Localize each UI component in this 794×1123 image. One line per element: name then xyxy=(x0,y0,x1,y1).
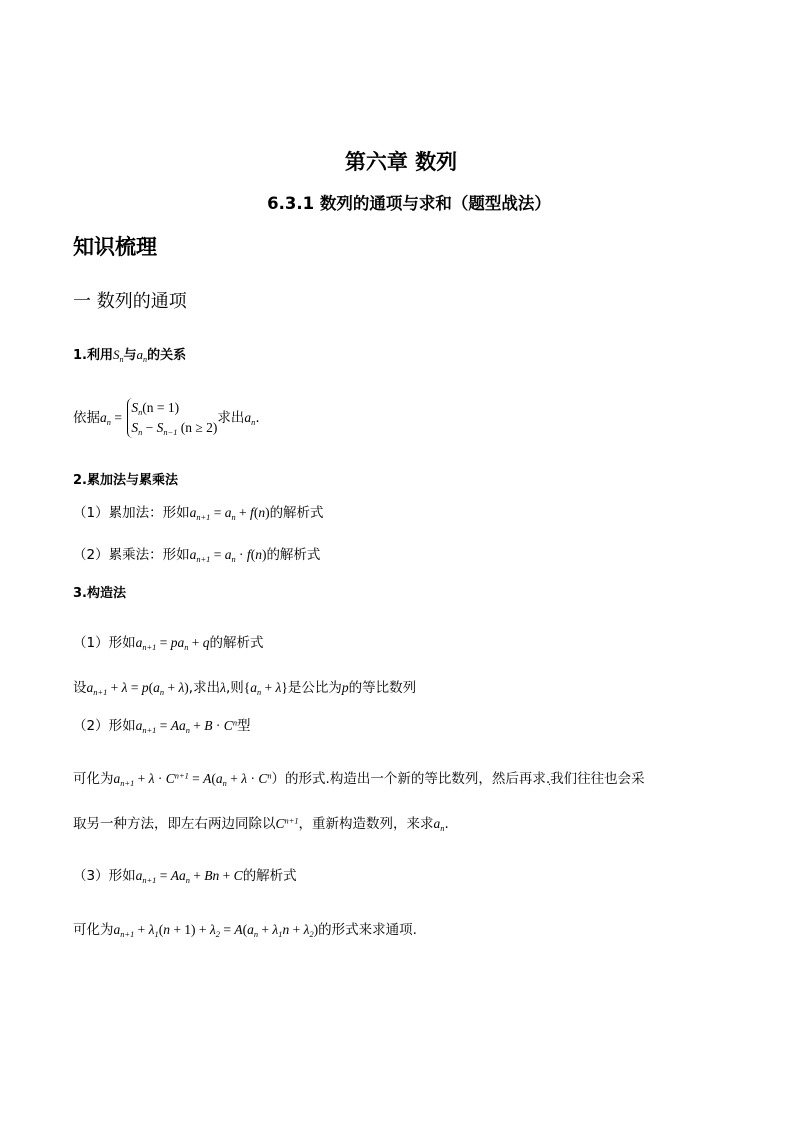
formula-an-lhs: $a_n$ xyxy=(100,410,111,427)
formula-linear-recurrence: $a_{n+1} = pa_n + q$ xyxy=(135,635,210,652)
sec3-item2-explain-line1 xyxy=(73,767,645,787)
sec3-item3-explain-post: 的形式来求通项. xyxy=(318,922,417,938)
formula-construct-geometric: $a_{n+1} + \lambda = p(a_n + \lambda)$ xyxy=(86,680,189,697)
formula-linear-n-recurrence: $a_{n+1} = Aa_n + Bn + C$ xyxy=(135,868,243,885)
sec3-item2-explain2-post: ，重新构造数列，来求 xyxy=(298,816,434,832)
sec1-text-pre: 依据 xyxy=(73,410,100,426)
sec3-item2-pre: （2）形如 xyxy=(73,718,136,734)
sec3-item3-explain xyxy=(73,918,417,938)
chapter-title: 第六章 数列 xyxy=(344,150,458,174)
formula-an: $a_n$ xyxy=(136,347,148,364)
sec2-item1 xyxy=(73,501,324,521)
formula-an-result: $a_n$ xyxy=(244,410,256,427)
formula-accumulate-product: $a_{n+1} = a_n \cdot f(n)$ xyxy=(189,547,267,564)
sec2-item2-pre: （2）累乘法：形如 xyxy=(73,547,190,563)
formula-C-power: $C^{n+1}$ xyxy=(275,816,299,831)
sec2-item2 xyxy=(73,543,320,563)
section-title: 6.3.1 数列的通项与求和（题型战法） xyxy=(267,194,551,213)
formula-exponential-construct: $a_{n+1} + \lambda \cdot C^{n+1} = A(a_n + \lambda \cdot C^n$ xyxy=(113,771,272,788)
sec3-item1-pre: （1）形如 xyxy=(73,635,136,651)
formula-lambda: λ xyxy=(220,680,226,695)
sec2-item2-post: 的解析式 xyxy=(266,547,321,563)
sec3-item2-explain-line2 xyxy=(73,812,449,832)
sec1-formula-line: 依据$a_n$ = $S_n(n = 1)$ $S_n - S_{n-1}$ (n ≥ 2) 求出$a_n$. xyxy=(73,400,260,437)
sec3-item1-explain-post: 的等比数列 xyxy=(348,680,417,696)
sec3-title: 3.构造法 xyxy=(73,586,126,601)
case-1: $S_n(n = 1)$ xyxy=(131,400,180,417)
case-2: $S_n - S_{n-1}$ (n ≥ 2) xyxy=(131,420,218,437)
sec3-item2-explain1-post-a: ）的形式.构造出一个新的等比数列，然后再求 xyxy=(271,771,546,787)
sec3-item1-explain-mid: ,求出 xyxy=(188,680,221,696)
sec2-title: 2.累加法与累乘法 xyxy=(73,473,178,488)
sec3-item2-explain1-pre: 可化为 xyxy=(73,771,114,787)
heading-general-term: 一 数列的通项 xyxy=(73,291,187,312)
formula-Sn: $S_n$ xyxy=(112,347,124,364)
sec3-item3-explain-pre: 可化为 xyxy=(73,922,114,938)
formula-accumulate-sum: $a_{n+1} = a_n + f(n)$ xyxy=(189,505,270,522)
emphasis-dot-period: . . xyxy=(546,771,550,787)
sec1-title-pre: 1.利用 xyxy=(73,348,113,363)
formula-exponential-recurrence: $a_{n+1} = Aa_n + B \cdot C^n$ xyxy=(135,718,237,735)
sec3-item1-explain xyxy=(73,676,416,696)
heading-knowledge-review: 知识梳理 xyxy=(73,235,157,259)
sec2-item1-post: 的解析式 xyxy=(269,505,324,521)
sec3-item3 xyxy=(73,864,297,884)
sec3-item1 xyxy=(73,631,264,651)
sec2-item1-pre: （1）累加法：形如 xyxy=(73,505,190,521)
sec3-item3-post: 的解析式 xyxy=(242,868,297,884)
formula-linear-n-construct: $a_{n+1} + \lambda_1(n + 1) + \lambda_2 = A(a_n + \lambda_1n + \lambda_2)$ xyxy=(113,922,319,939)
piecewise-cases xyxy=(127,398,217,438)
sec3-item2-explain2-end: . xyxy=(444,816,449,832)
sec3-item3-pre: （3）形如 xyxy=(73,868,136,884)
formula-p: p xyxy=(341,680,349,695)
sec1-text-end: . xyxy=(255,410,260,426)
sec3-item2-explain1-post-b: 我们往往也会采 xyxy=(550,771,645,787)
sec3-item1-post: 的解析式 xyxy=(209,635,264,651)
sec3-item1-explain-mid2: ,则 xyxy=(225,680,244,696)
sec3-item2-post: 型 xyxy=(237,718,251,734)
sec1-title-post: 的关系 xyxy=(147,348,187,363)
sec3-item1-explain-pre: 设 xyxy=(73,680,87,696)
sec1-title-mid: 与 xyxy=(123,348,137,363)
sec3-item2-explain2-pre: 取另一种方法，即左右两边同除以 xyxy=(73,816,276,832)
formula-sequence-an-lambda: $\{a_n + \lambda\}$ xyxy=(243,680,288,697)
sec1-title xyxy=(73,344,186,363)
sec1-text-post: 求出 xyxy=(217,410,245,426)
formula-an-target: $a_n$ xyxy=(433,816,445,833)
sec3-item1-explain-mid3: 是公比为 xyxy=(287,680,342,696)
sec3-item2 xyxy=(73,714,251,734)
